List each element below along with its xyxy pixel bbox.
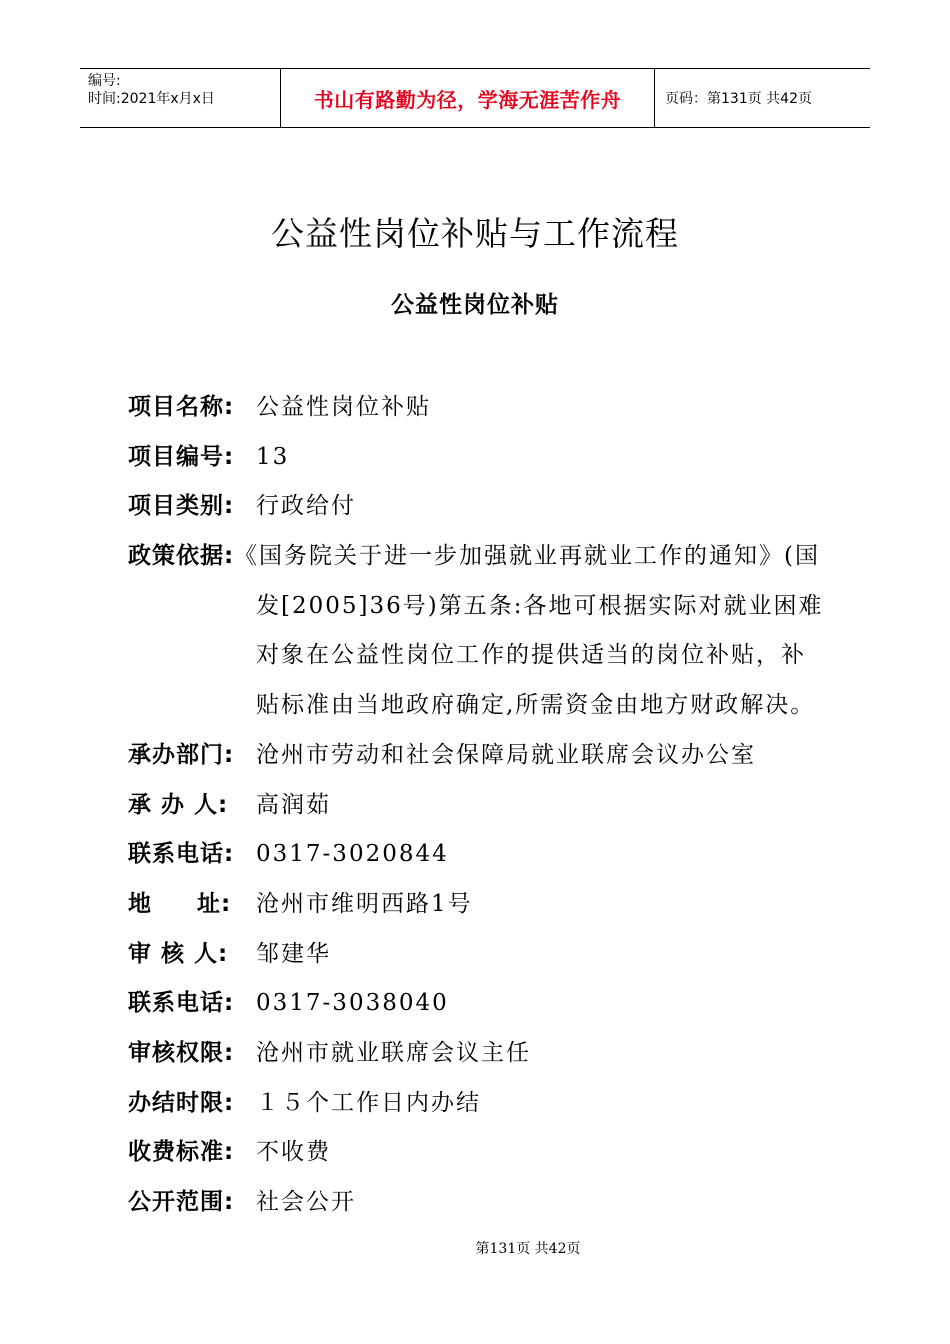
field-label: 政策依据: [128, 543, 235, 570]
policy-line: 《国务院关于进一步加强就业再就业工作的通知》(国 [234, 543, 820, 570]
field-label: 公开范围: [128, 1189, 235, 1216]
field-value: 不收费 [256, 1139, 331, 1166]
field-row [128, 1029, 828, 1079]
field-row [128, 482, 828, 532]
field-row [128, 1178, 828, 1228]
field-value: 0317-3038040 [256, 990, 449, 1017]
field-value: 0317-3020844 [256, 841, 449, 868]
field-value: 行政给付 [256, 493, 356, 520]
document-subtitle: 公益性岗位补贴 [391, 292, 559, 318]
field-row [128, 433, 828, 483]
field-value: 社会公开 [256, 1189, 356, 1216]
field-row [128, 1128, 828, 1178]
field-value: 公益性岗位补贴 [256, 394, 431, 420]
field-label: 承办部门: [128, 741, 235, 768]
field-row [128, 880, 828, 930]
policy-text [234, 532, 851, 731]
number-label: 编号: [88, 73, 121, 89]
header-meta [80, 69, 281, 127]
field-row [128, 930, 828, 980]
field-row [128, 979, 828, 1029]
policy-line: 发[2005]36号)第五条:各地可根据实际对就业困难 [256, 592, 824, 619]
field-row [128, 830, 828, 880]
policy-line: 对象在公益性岗位工作的提供适当的岗位补贴，补 [256, 642, 806, 669]
header-page-info: 页码：第131页 共42页 [665, 91, 812, 107]
time-label: 时间:2021年x月x日 [88, 91, 215, 107]
field-label: 项目名称: [128, 394, 235, 420]
page-footer: 第131页 共42页 [475, 1241, 581, 1257]
field-label: 审 核 人: [128, 940, 229, 967]
field-row [128, 781, 828, 831]
field-label: 收费标准: [128, 1139, 235, 1166]
field-value: １５个工作日内办结 [256, 1089, 481, 1116]
field-value: 沧州市维明西路1号 [256, 890, 473, 917]
field-row [128, 1079, 828, 1129]
field-label: 联系电话: [128, 990, 235, 1017]
field-label: 项目编号: [128, 443, 235, 470]
field-label: 联系电话: [128, 841, 235, 868]
field-label: 办结时限: [128, 1089, 235, 1116]
field-label: 项目类别: [128, 493, 235, 520]
page-header [80, 68, 870, 128]
field-row [128, 731, 828, 781]
policy-line: 贴标准由当地政府确定,所需资金由地方财政解决。 [256, 692, 816, 719]
field-value: 高润茹 [256, 791, 331, 818]
field-label: 审核权限: [128, 1040, 235, 1066]
document-title: 公益性岗位补贴与工作流程 [271, 214, 679, 253]
field-row [128, 383, 828, 433]
field-label: 地 址: [128, 890, 232, 917]
header-motto: 书山有路勤为径，学海无涯苦作舟 [281, 69, 655, 127]
policy-basis [128, 532, 828, 731]
field-value: 邹建华 [256, 940, 331, 967]
project-fields [128, 383, 828, 1228]
field-label: 承 办 人: [128, 791, 229, 818]
field-value: 13 [256, 443, 290, 470]
field-value: 沧州市就业联席会议主任 [256, 1040, 531, 1066]
field-value: 沧州市劳动和社会保障局就业联席会议办公室 [256, 741, 756, 768]
